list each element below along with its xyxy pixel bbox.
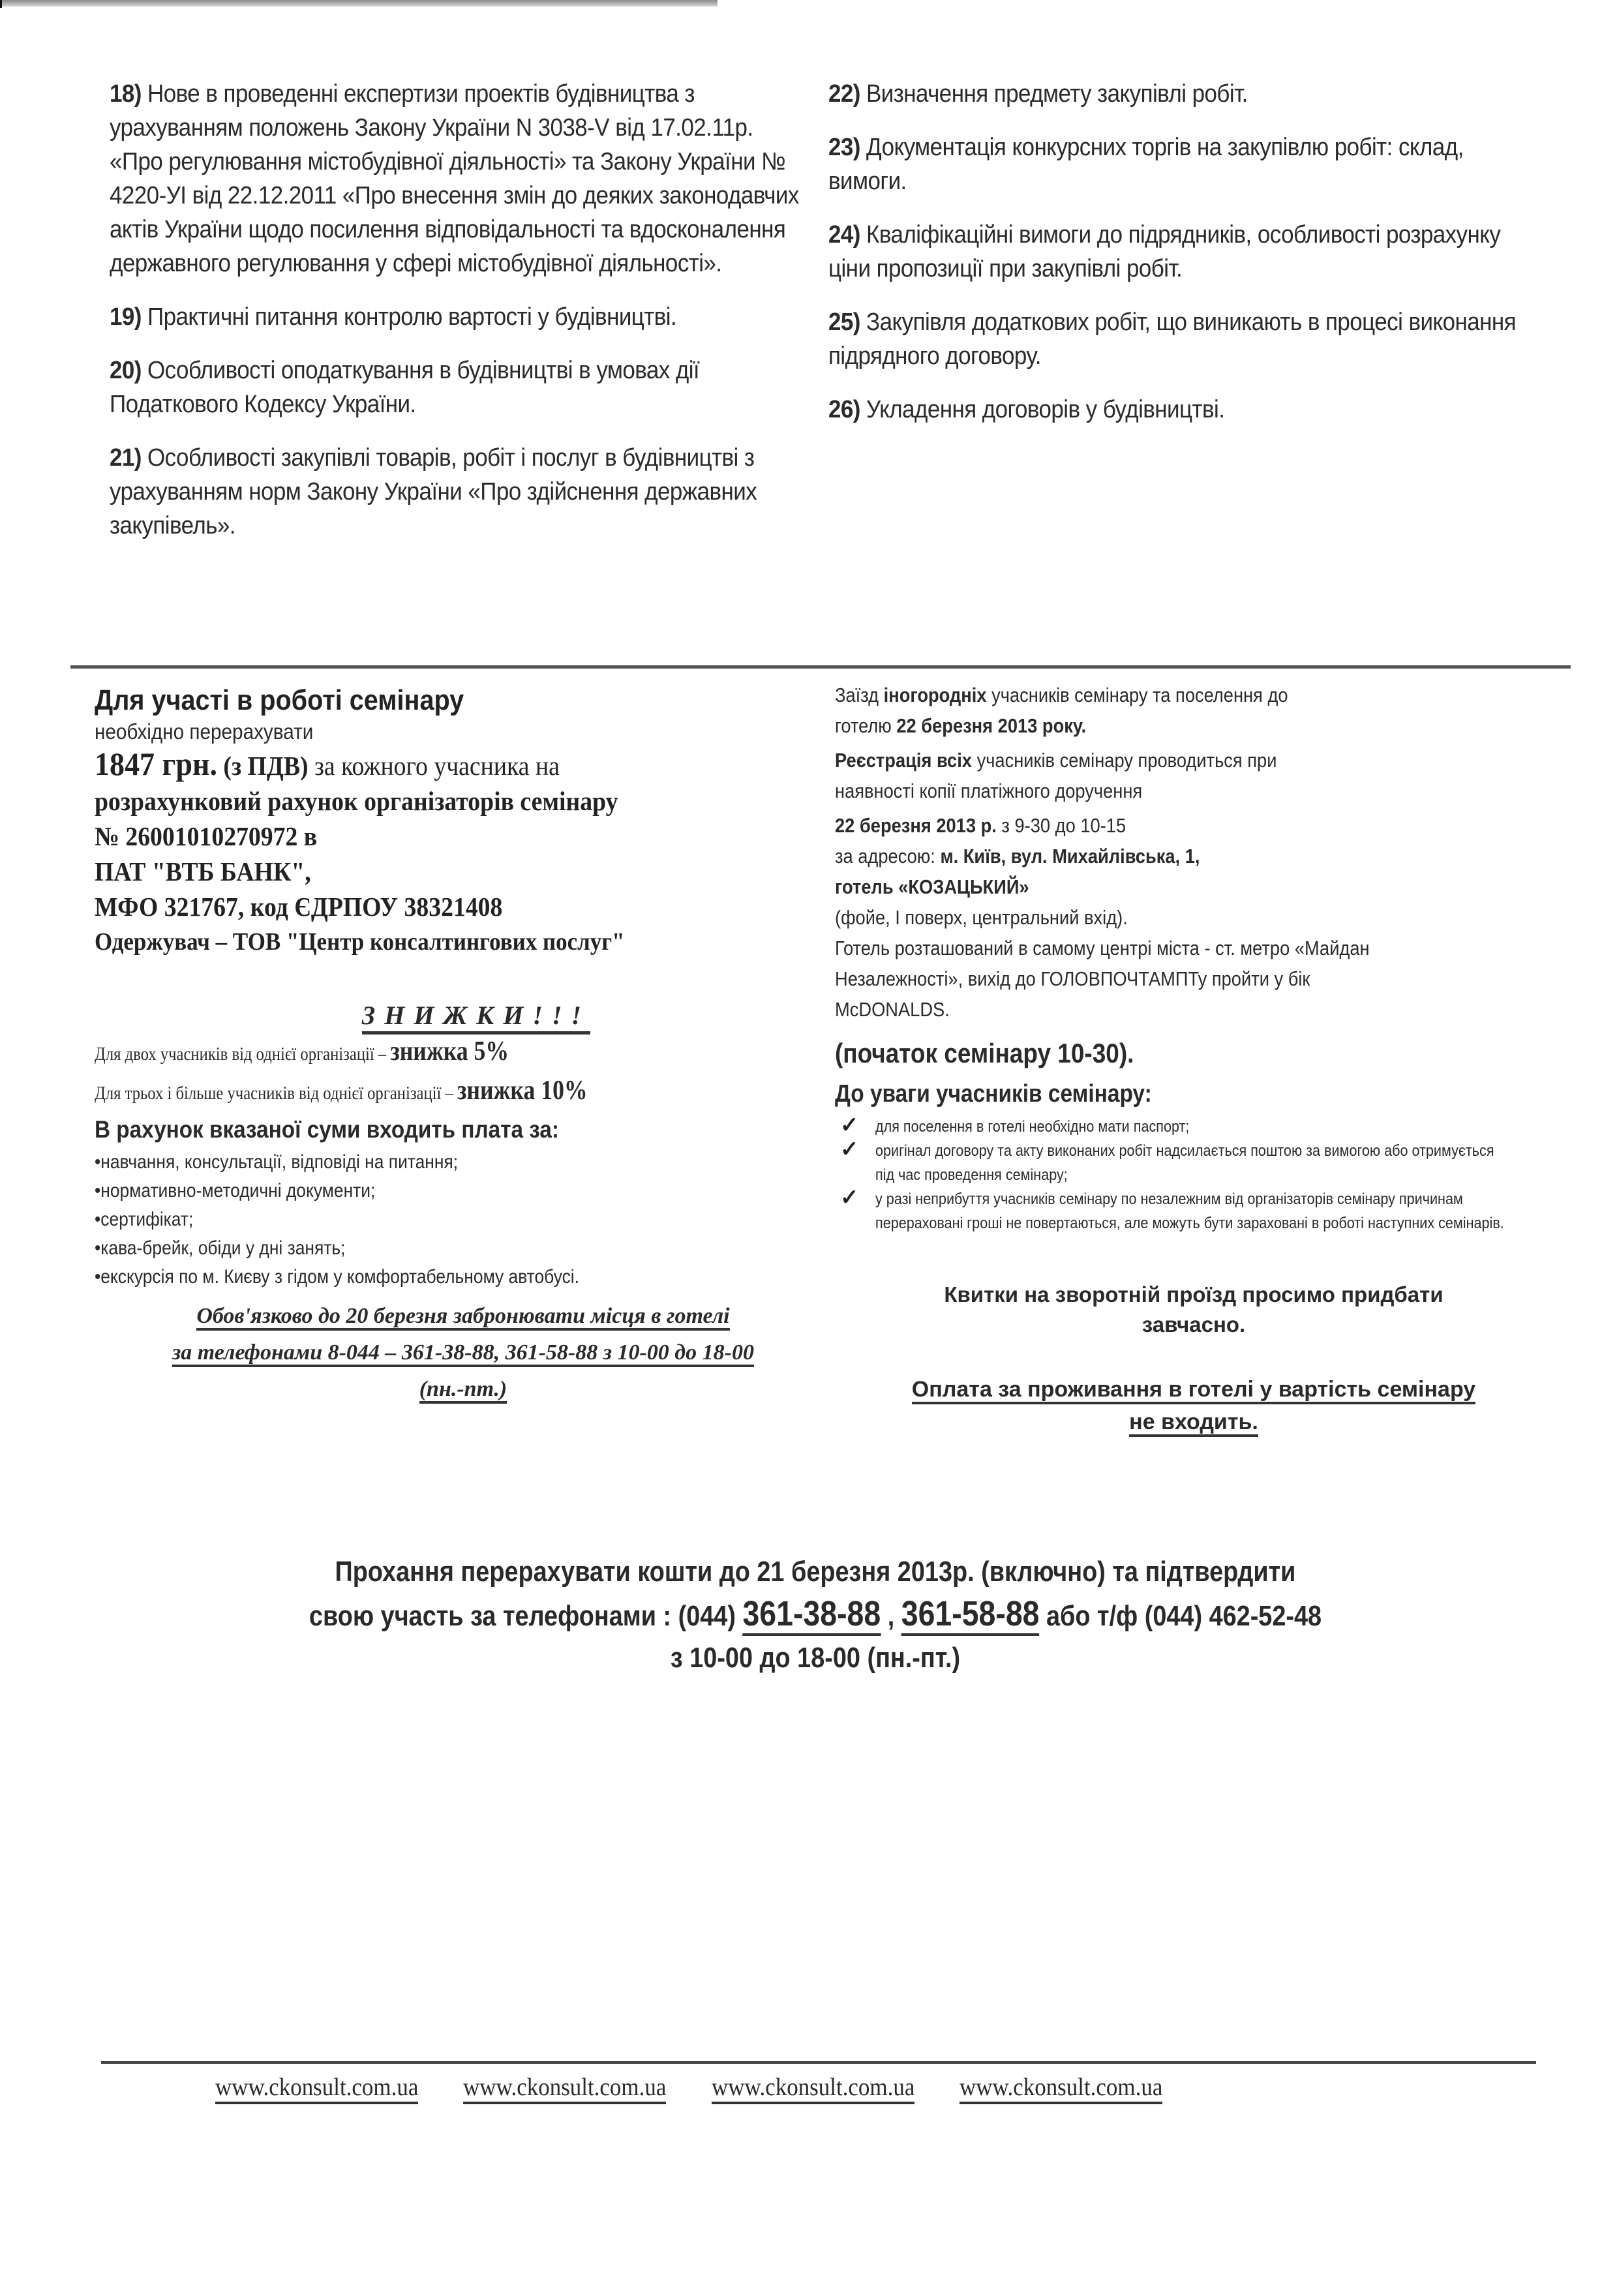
topic-number: 24) [828,221,860,249]
registration-line-2: наявності копії платіжного доручення [835,779,1143,802]
discounts-title-text: ЗНИЖКИ!!! [362,1001,590,1035]
address-line [835,841,1460,871]
seminar-start: (початок семінару 10-30). [835,1038,1134,1068]
topic-number: 21) [110,444,142,472]
topic-text: Особливості оподаткування в будівництві в умовах дії Податкового Кодексу України. [110,357,700,418]
topic-number: 19) [110,303,142,331]
tickets-line: Квитки на зворотній проїзд просимо придбати [944,1282,1443,1307]
registration-time: з 9-30 до 10-15 [996,814,1126,837]
discounts-title [121,998,832,1033]
discount-value: знижка 10% [457,1076,588,1106]
arrival-text: учасників семінару та поселення до [986,684,1288,706]
booking-phones: за телефонами 8-044 – 361-38-88, 361-58-88 з 10-00 до 18-00 [172,1340,754,1367]
website-link[interactable]: www.ckonsult.com.ua [463,2073,666,2104]
topic-text: Документація конкурсних торгів на закупівлю робіт: склад, вимоги. [828,134,1464,195]
booking-days: (пн.-пт.) [419,1377,507,1404]
discount-value: знижка 5% [390,1036,509,1066]
topic-number: 25) [828,309,860,336]
includes-title: В рахунок вказаної суми входить плата за: [95,1116,560,1143]
payment-details [95,684,832,959]
address-label: за адресою: [835,845,941,868]
discount-condition: Для трьох і більше учасників від однієї організації – [95,1083,458,1104]
arrival-text: Заїзд [835,684,884,706]
topic-item [110,441,800,543]
registration-emphasis: Реєстрація всіх [835,749,972,772]
topic-item [828,393,1537,427]
includes-item: • сертифікат; [95,1205,743,1234]
attention-item [835,1187,1546,1235]
registration-datetime [835,810,1460,841]
logistics-section [835,680,1546,1235]
request-hours: з 10-00 до 18-00 (пн.-пт.) [670,1642,961,1674]
payment-title: Для участі в роботі семінару [95,684,464,716]
hotel-payment-line: не входить. [1129,1410,1258,1437]
account-line: розрахунковий рахунок організаторів семінару [95,786,618,816]
topic-number: 26) [828,396,860,423]
topic-number: 22) [828,80,860,108]
phone-number[interactable]: 361-38-88 [742,1594,881,1636]
attention-text: оригінал договору та акту виконаних робіт надсилається поштою за вимогою або отримується під час проведення семінару; [875,1142,1494,1184]
phone-number[interactable]: 361-58-88 [901,1594,1040,1636]
payment-request [157,1551,1474,1679]
topic-text: Практичні питання контролю вартості у будівництві. [147,303,677,331]
separator: , [881,1600,901,1632]
hotel-name-text: готель «КОЗАЦЬКИЙ» [835,875,1029,898]
bank-codes: МФО 321767, код ЄДРПОУ 38321408 [95,892,503,922]
attention-item [835,1139,1546,1187]
includes-item: • навчання, консультації, відповіді на питання; [95,1148,743,1177]
topic-text: Визначення предмету закупівлі робіт. [866,80,1248,108]
attention-item [835,1115,1546,1139]
discount-item [95,1072,721,1111]
attention-list [835,1115,1546,1235]
request-text: свою участь за телефонами : (044) [309,1600,743,1632]
discount-item [95,1033,721,1072]
hotel-payment-line: Оплата за проживання в готелі у вартість семінару [912,1377,1475,1404]
bank-name: ПАТ "ВТБ БАНК", [95,856,311,886]
checkmark-icon: ✓ [840,1185,859,1210]
registration-date: 22 березня 2013 р. [835,814,997,837]
registration-text: учасників семінару проводиться при [971,749,1277,772]
price: 1847 грн. [95,746,217,782]
topic-text: Закупівля додаткових робіт, що виникають в процесі виконання підрядного договору. [828,309,1517,370]
topics-list-right [828,77,1539,446]
discounts-section [95,998,832,1292]
hotel-payment-note [835,1373,1552,1438]
booking-line: Обов'язково до 20 березня забронювати місця в готелі [196,1304,729,1331]
registration-line [835,745,1460,776]
directions-line: Готель розташований в самому центрі міста - ст. метро «Майдан [835,937,1370,959]
account-number: № 26001010270972 в [95,821,318,851]
includes-list [95,1148,832,1292]
topic-text: Особливості закупівлі товарів, робіт і послуг в будівництві з урахуванням норм Закону України «Про здійснення державних закупівель». [110,444,757,539]
payment-amount-line [95,746,773,783]
hotel-location: (фойе, І поверх, центральний вхід). [835,906,1128,929]
arrival-text: готелю [835,714,897,737]
topic-item [828,305,1537,373]
scan-edge [0,0,718,7]
website-link[interactable]: www.ckonsult.com.ua [712,2073,914,2104]
per-participant: за кожного учасника на [308,751,560,781]
topic-number: 18) [110,80,142,108]
arrival-date: 22 березня 2013 року. [896,714,1087,737]
topic-item [110,300,800,334]
arrival-line [835,680,1460,710]
address: м. Київ, вул. Михайлівська, 1, [940,845,1200,868]
scan-edge-mark [0,0,2,8]
discount-condition: Для двох учасників від однієї організації – [95,1044,391,1065]
booking-note [98,1298,828,1408]
tickets-note [841,1280,1546,1340]
payment-subtitle: необхідно перерахувати [95,719,314,744]
attention-text: у разі неприбуття учасників семінару по незалежним від організаторів семінару причинам перераховані гроші не повертаються, але можуть бути зараховані в роботі наступних семінарів. [875,1190,1504,1232]
includes-item: • нормативно-методичні документи; [95,1177,743,1205]
topic-number: 20) [110,357,142,384]
request-phones [249,1593,1382,1637]
hotel-name [835,871,1460,902]
directions-line: Незалежності», вихід до ГОЛОВПОЧТАМПТу пройти у бік [835,967,1310,990]
footer-links [215,2073,1455,2104]
topic-number: 23) [828,134,860,161]
recipient: Одержувач – ТОВ "Центр консалтингових послуг" [95,928,625,956]
footer-divider [101,2061,1536,2064]
section-divider [70,665,1571,669]
topic-item [828,130,1537,198]
topic-item [828,77,1537,111]
vat-note: (з ПДВ) [223,751,309,781]
directions-line: McDONALDS. [835,998,950,1021]
website-link[interactable]: www.ckonsult.com.ua [215,2073,418,2104]
arrival-date-line [835,710,1460,741]
topics-list-left [110,77,801,562]
topic-item [110,354,800,421]
checkmark-icon: ✓ [840,1137,859,1162]
topic-text: Укладення договорів у будівництві. [866,396,1225,423]
includes-item: • екскурсія по м. Києву з гідом у комфортабельному автобусі. [95,1263,743,1292]
request-line: Прохання перерахувати кошти до 21 березня 2013р. (включно) та підтвердити [335,1556,1296,1588]
topic-item [110,77,800,280]
topic-text: Нове в проведенні експертизи проектів будівництва з урахуванням положень Закону України N 3038-V від 17.02.11р. «Про регулювання містобудівної діяльності» та Закону України № 4220-УІ від 22.12.2011 «Про внесення змін до деяких законодавчих актів України щодо посилення відповідальності та вдосконалення державного регулювання у сфері містобудівної діяльності». [110,80,799,277]
checkmark-icon: ✓ [840,1113,859,1138]
attention-title: До уваги учасників семінару: [835,1080,1152,1108]
attention-text: для поселення в готелі необхідно мати паспорт; [875,1118,1190,1136]
arrival-emphasis: іногородніх [883,684,987,706]
website-link[interactable]: www.ckonsult.com.ua [960,2073,1162,2104]
includes-item: • кава-брейк, обіди у дні занять; [95,1234,743,1263]
topic-text: Кваліфікаційні вимоги до підрядників, особливості розрахунку ціни пропозиції при закупівлі робіт. [828,221,1501,282]
topic-item [828,218,1537,286]
request-fax: або т/ф (044) 462-52-48 [1039,1600,1322,1632]
tickets-line: завчасно. [1141,1312,1246,1337]
